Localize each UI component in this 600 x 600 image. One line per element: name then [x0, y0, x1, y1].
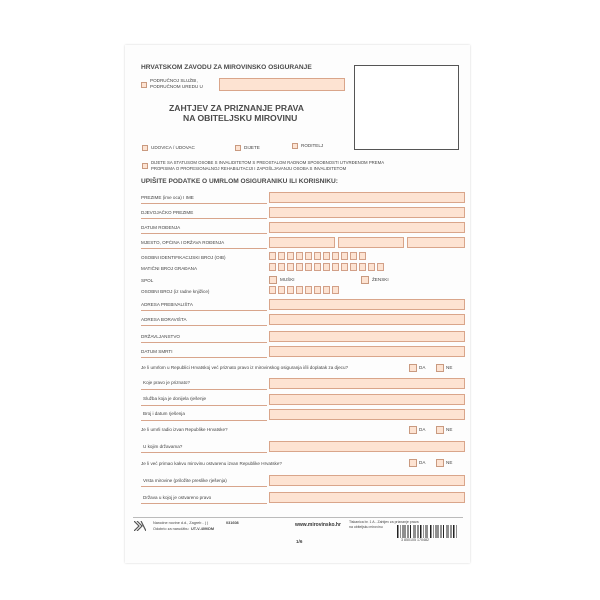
- footer-form-note-1: Tiskanica br. 1 A - Zahtjev za priznanje prava: [349, 520, 419, 524]
- maiden-input[interactable]: [269, 207, 465, 218]
- sex-label: SPOL: [141, 278, 154, 283]
- birth-place-input[interactable]: [269, 237, 335, 248]
- female-checkbox[interactable]: [361, 276, 369, 284]
- q2-no-label: NE: [446, 427, 453, 432]
- q1-yes-label: DA: [419, 365, 426, 370]
- q2-sub1-label: U kojim državama?: [143, 444, 183, 449]
- form-title-1: ZAHTJEV ZA PRIZNANJE PRAVA: [169, 103, 304, 113]
- death-date-label: DATUM SMRTI: [141, 349, 173, 354]
- personal-no-cells[interactable]: [269, 286, 339, 294]
- surname-rule: [141, 203, 267, 204]
- registry-label: MATIČNI BROJ GRAĐANA: [141, 266, 198, 271]
- q3-yes-checkbox[interactable]: [409, 459, 417, 467]
- section-title: UPIŠITE PODATKE O UMRLOM OSIGURANIKU ILI KORISNIKU:: [141, 178, 338, 185]
- child-label: DIJETE: [244, 145, 260, 150]
- q3-sub2-rule: [141, 503, 267, 504]
- footer-publisher: Narodne novine d.d., Zagreb - ( ): [153, 521, 209, 525]
- q2-yes-checkbox[interactable]: [409, 426, 417, 434]
- country-input[interactable]: [407, 237, 465, 248]
- stay-input[interactable]: [269, 314, 465, 325]
- q3-no-label: NE: [446, 460, 453, 465]
- stay-rule: [141, 325, 267, 326]
- form-page: [125, 45, 470, 563]
- q1-sub3-input[interactable]: [269, 409, 465, 420]
- birth-place-rule: [141, 248, 267, 249]
- male-label: MUŠKI: [280, 277, 295, 282]
- birth-date-rule: [141, 233, 267, 234]
- registry-cells[interactable]: [269, 263, 384, 271]
- q2-text: Je li umrli radio izvan Republike Hrvatske?: [141, 427, 228, 432]
- office-label-1: PODRUČNOJ SLUŽBI,: [150, 78, 198, 83]
- q1-no-checkbox[interactable]: [436, 364, 444, 372]
- footer-rule: [133, 517, 463, 518]
- q3-sub1-label: Vrsta mirovine (priložite preslike rješenja): [143, 478, 227, 483]
- surname-input[interactable]: [269, 192, 465, 203]
- surname-label: PREZIME (ime oca) I IME: [141, 195, 194, 200]
- q1-sub2-input[interactable]: [269, 394, 465, 405]
- q3-sub1-rule: [141, 486, 267, 487]
- disabled-child-label-2: PROPISIMA O PROFESIONALNOJ REHABILITACIJI I ZAPOŠLJAVANJU OSOBA S INVALIDITETOM: [151, 166, 347, 171]
- q1-sub1-input[interactable]: [269, 378, 465, 389]
- residence-input[interactable]: [269, 299, 465, 310]
- footer-approval: Odobrio za narudžbu: [153, 527, 189, 531]
- q1-sub3-rule: [141, 420, 267, 421]
- death-date-input[interactable]: [269, 346, 465, 357]
- citizenship-label: DRŽAVLJANSTVO: [141, 334, 180, 339]
- photo-box: [354, 65, 459, 150]
- institute-title: HRVATSKOM ZAVODU ZA MIROVINSKO OSIGURANJE: [141, 64, 312, 71]
- birth-date-input[interactable]: [269, 222, 465, 233]
- footer-barcode-number: 3 850105 170482: [401, 538, 429, 542]
- q3-text: Je li već primao kakvu mirovinu ostvarenu izvan Republike Hrvatske?: [141, 461, 282, 466]
- footer-page-number: 1/6: [296, 539, 303, 544]
- citizenship-input[interactable]: [269, 331, 465, 342]
- q1-sub1-label: Koje pravo je priznato?: [143, 380, 190, 385]
- q2-yes-label: DA: [419, 427, 426, 432]
- stay-label: ADRESA BORAVIŠTA: [141, 317, 187, 322]
- female-label: ŽENSKI: [372, 277, 389, 282]
- widow-label: UDOVICA / UDOVAC: [151, 145, 195, 150]
- q1-sub2-rule: [141, 405, 267, 406]
- maiden-label: DJEVOJAČKO PREZIME: [141, 210, 194, 215]
- disabled-child-label-1: DIJETE SA STATUSOM OSOBE S INVALIDITETOM S PREOSTALOM RADNOM SPOSOBNOSTI UTVRĐENOM PREMA: [151, 160, 385, 165]
- parent-label: RODITELJ: [301, 143, 324, 148]
- form-title-2: NA OBITELJSKU MIROVINU: [183, 113, 298, 123]
- q1-yes-checkbox[interactable]: [409, 364, 417, 372]
- q2-no-checkbox[interactable]: [436, 426, 444, 434]
- q3-sub2-label: Država u kojoj je ostvareno pravo: [143, 495, 212, 500]
- citizenship-rule: [141, 342, 267, 343]
- footer-form-note-2: na obiteljsku mirovinu: [349, 525, 383, 529]
- death-date-rule: [141, 357, 267, 358]
- q3-sub2-input[interactable]: [269, 492, 465, 503]
- residence-label: ADRESA PREBIVALIŠTA: [141, 302, 193, 307]
- office-input[interactable]: [219, 78, 345, 91]
- parent-checkbox[interactable]: [292, 143, 298, 149]
- oib-label: OSOBNI IDENTIFIKACIJSKI BROJ (OIB): [141, 255, 226, 260]
- footer-code: 031608: [226, 521, 239, 525]
- birth-place-label: MJESTO, OPĆINA I DRŽAVA ROĐENJA: [141, 240, 225, 245]
- personal-no-label: OSOBNI BROJ (iz radne knjižice): [141, 289, 210, 294]
- footer-website[interactable]: www.mirovinsko.hr: [295, 522, 341, 528]
- q3-sub1-input[interactable]: [269, 475, 465, 486]
- barcode-icon: [397, 525, 457, 538]
- municipality-input[interactable]: [338, 237, 404, 248]
- q1-no-label: NE: [446, 365, 453, 370]
- office-label-2: PODRUČNOM UREDU U: [150, 84, 203, 89]
- publisher-logo-icon: [134, 521, 146, 531]
- birth-date-label: DATUM ROĐENJA: [141, 225, 181, 230]
- q1-sub2-label: Služba koja je donijela rješenje: [143, 396, 207, 401]
- oib-cells[interactable]: [269, 252, 366, 260]
- q1-sub3-label: Broj i datum rješenja: [143, 411, 185, 416]
- disabled-child-checkbox[interactable]: [142, 163, 148, 169]
- residence-rule: [141, 310, 267, 311]
- q1-sub1-rule: [141, 389, 267, 390]
- office-checkbox[interactable]: [141, 82, 147, 88]
- footer-approval-code: UT-V-409/DM: [191, 527, 214, 531]
- q1-text: Je li umrlom u Republici Hrvatskoj već priznato pravo iz mirovinskog osiguranja i/ili doplatak za djecu?: [141, 365, 349, 370]
- q3-no-checkbox[interactable]: [436, 459, 444, 467]
- male-checkbox[interactable]: [269, 276, 277, 284]
- q3-yes-label: DA: [419, 460, 426, 465]
- maiden-rule: [141, 218, 267, 219]
- widow-checkbox[interactable]: [142, 145, 148, 151]
- q2-sub1-rule: [141, 452, 267, 453]
- q2-sub1-input[interactable]: [269, 441, 465, 452]
- child-checkbox[interactable]: [235, 145, 241, 151]
